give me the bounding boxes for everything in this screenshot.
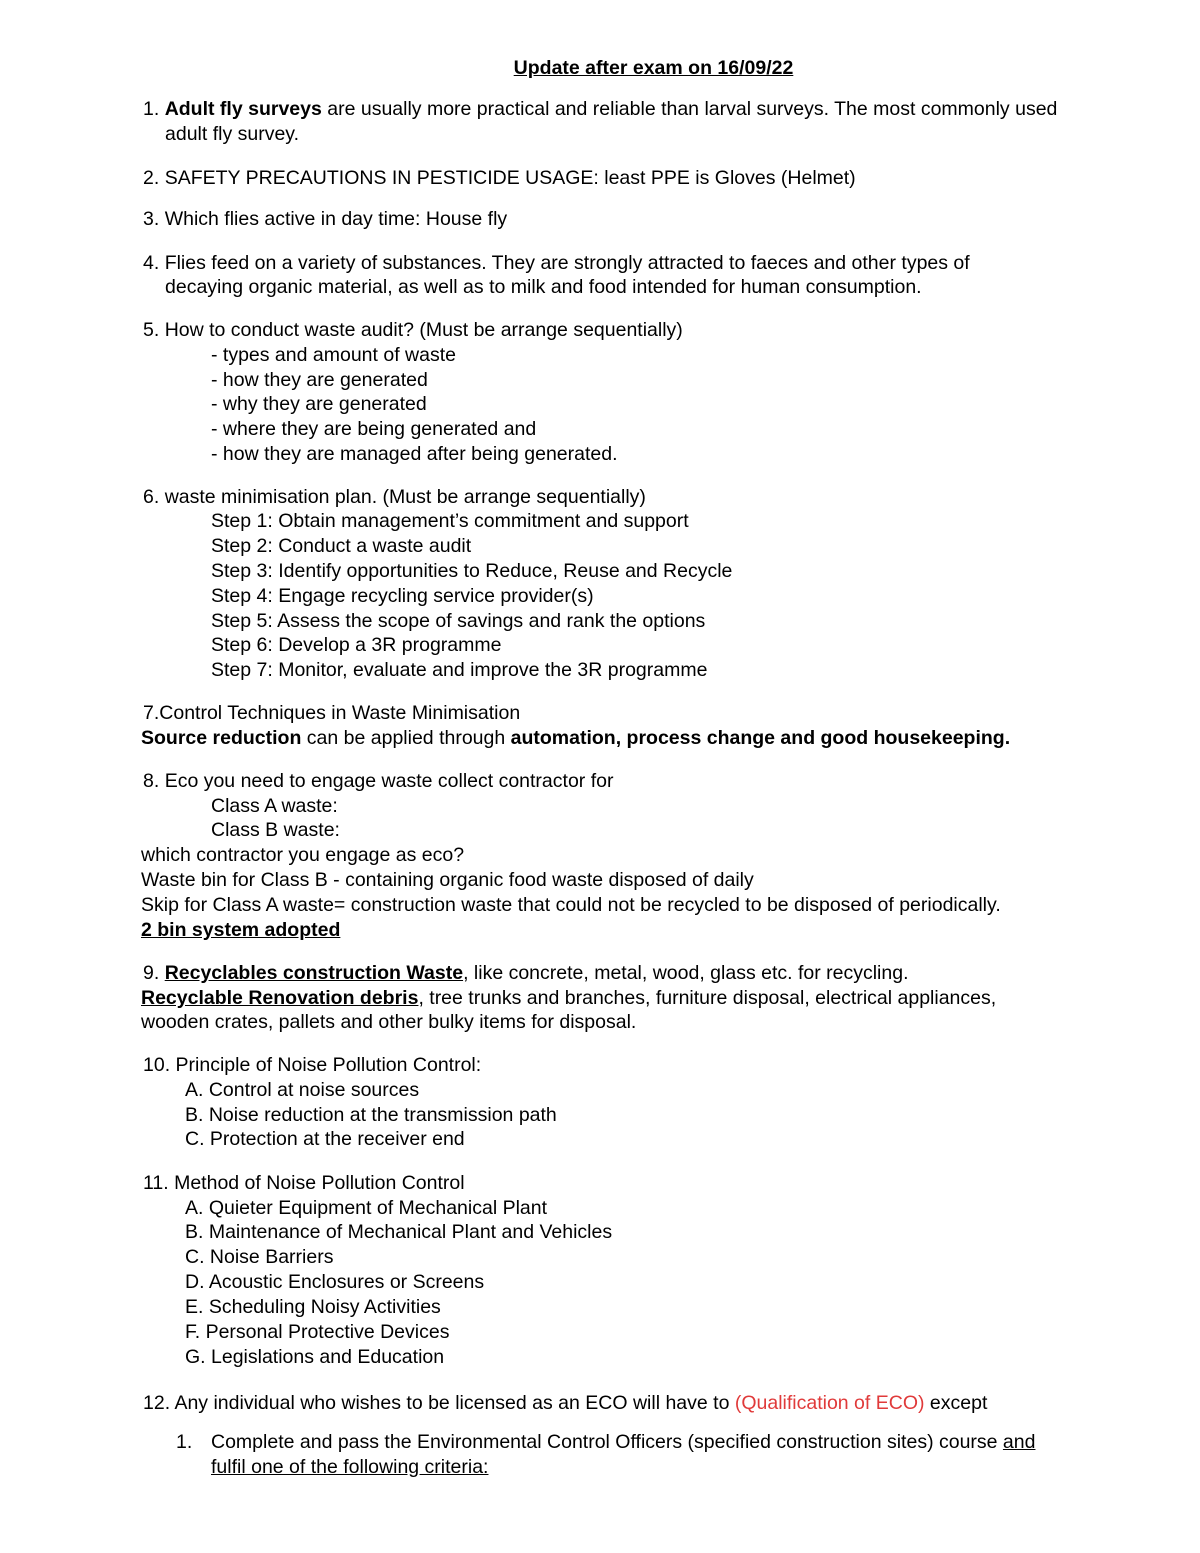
item-text: , tree trunks and branches, furniture disposal, electrical appliances, <box>418 987 997 1009</box>
item-text: waste minimisation plan. (Must be arrange sequentially) <box>164 486 646 508</box>
item-9-line <box>141 986 996 1010</box>
plan-step: Step 7: Monitor, evaluate and improve the 3R programme <box>211 659 708 681</box>
item-9-continuation: wooden crates, pallets and other bulky items for disposal. <box>141 1011 637 1033</box>
item-7-detail <box>141 726 1010 750</box>
item-text: SAFETY PRECAUTIONS IN PESTICIDE USAGE: least PPE is Gloves (Helmet) <box>164 167 856 189</box>
item-text: Eco you need to engage waste collect contractor for <box>164 770 614 792</box>
red-highlight: (Qualification of ECO) <box>734 1392 925 1414</box>
method-item: E. Scheduling Noisy Activities <box>185 1296 441 1318</box>
item-9 <box>143 961 909 985</box>
method-item: F. Personal Protective Devices <box>185 1321 450 1343</box>
class-b-label: Class B waste: <box>211 819 340 841</box>
audit-step: - how they are managed after being generated. <box>211 443 618 465</box>
item-number: 8. <box>143 770 160 792</box>
item-12-subitem-continuation: fulfil one of the following criteria: <box>211 1456 489 1478</box>
principle-item: B. Noise reduction at the transmission path <box>185 1104 557 1126</box>
audit-step: - types and amount of waste <box>211 344 456 366</box>
item-number: 9. <box>143 962 160 984</box>
item-2 <box>143 166 856 190</box>
plan-step: Step 1: Obtain management’s commitment and support <box>211 510 689 532</box>
method-item: D. Acoustic Enclosures or Screens <box>185 1271 485 1293</box>
bold-term: Recyclables construction Waste <box>164 962 464 984</box>
item-12-subitem-text <box>211 1430 1035 1454</box>
plan-step: Step 6: Develop a 3R programme <box>211 634 502 656</box>
item-number: 12. <box>143 1392 171 1414</box>
bold-term: automation, process change and good housekeeping. <box>510 727 1011 749</box>
item-number: 6. <box>143 486 160 508</box>
item-text: can be applied through <box>301 727 511 749</box>
audit-step: - how they are generated <box>211 369 428 391</box>
item-text: Complete and pass the Environmental Control Officers (specified construction sites) course <box>211 1431 1003 1453</box>
audit-step: - where they are being generated and <box>211 418 537 440</box>
item-number: 10. <box>143 1054 171 1076</box>
item-8-conclusion: 2 bin system adopted <box>141 919 341 941</box>
plan-step: Step 4: Engage recycling service provider(s) <box>211 585 594 607</box>
item-7 <box>143 701 520 725</box>
item-6 <box>143 485 646 509</box>
method-item: A. Quieter Equipment of Mechanical Plant <box>185 1197 548 1219</box>
item-number: 5. <box>143 319 160 341</box>
audit-step: - why they are generated <box>211 393 427 415</box>
item-text: Principle of Noise Pollution Control: <box>175 1054 482 1076</box>
plan-step: Step 3: Identify opportunities to Reduce, Reuse and Recycle <box>211 560 733 582</box>
item-number: 3. <box>143 208 160 230</box>
item-text: How to conduct waste audit? (Must be arrange sequentially) <box>164 319 683 341</box>
item-text: Control Techniques in Waste Minimisation <box>159 702 521 724</box>
item-number: 11. <box>143 1172 169 1194</box>
item-10 <box>143 1053 481 1077</box>
item-text: , like concrete, metal, wood, glass etc. for recycling. <box>463 962 909 984</box>
item-5 <box>143 318 683 342</box>
item-12-subitem <box>176 1430 192 1454</box>
item-number: 7. <box>143 702 160 724</box>
method-item: C. Noise Barriers <box>185 1246 334 1268</box>
item-text: Flies feed on a variety of substances. They are strongly attracted to faeces and other types of <box>164 252 970 274</box>
bold-term: Adult fly surveys <box>164 98 322 120</box>
item-text: Which flies active in day time: House fly <box>164 208 508 230</box>
item-text: except <box>924 1392 988 1414</box>
method-item: G. Legislations and Education <box>185 1346 445 1368</box>
item-8-line: Waste bin for Class B - containing organic food waste disposed of daily <box>141 869 754 891</box>
item-number: 4. <box>143 252 160 274</box>
plan-step: Step 2: Conduct a waste audit <box>211 535 472 557</box>
item-text: are usually more practical and reliable than larval surveys. The most commonly used <box>321 98 1058 120</box>
method-item: B. Maintenance of Mechanical Plant and Vehicles <box>185 1221 613 1243</box>
item-number: 1. <box>176 1431 193 1453</box>
page-title: Update after exam on 16/09/22 <box>513 57 794 79</box>
item-text: Method of Noise Pollution Control <box>174 1172 465 1194</box>
item-4 <box>143 251 970 275</box>
item-12 <box>143 1391 987 1415</box>
principle-item: A. Control at noise sources <box>185 1079 420 1101</box>
item-number: 2. <box>143 167 160 189</box>
principle-item: C. Protection at the receiver end <box>185 1128 465 1150</box>
item-11 <box>143 1171 465 1195</box>
item-8-line: which contractor you engage as eco? <box>141 844 465 866</box>
underlined-text: and <box>1002 1431 1036 1453</box>
item-1 <box>143 97 1057 121</box>
plan-step: Step 5: Assess the scope of savings and rank the options <box>211 610 706 632</box>
class-a-label: Class A waste: <box>211 795 338 817</box>
item-4-continuation: decaying organic material, as well as to milk and food intended for human consumption. <box>165 276 922 298</box>
item-8 <box>143 769 613 793</box>
bold-term: Source reduction <box>141 727 302 749</box>
item-1-continuation: adult fly survey. <box>165 123 300 145</box>
item-text: Any individual who wishes to be licensed as an ECO will have to <box>174 1392 735 1414</box>
item-number: 1. <box>143 98 160 120</box>
bold-term: Recyclable Renovation debris <box>141 987 419 1009</box>
item-8-line: Skip for Class A waste= construction waste that could not be recycled to be disposed of periodically. <box>141 894 1001 916</box>
item-3 <box>143 207 507 231</box>
